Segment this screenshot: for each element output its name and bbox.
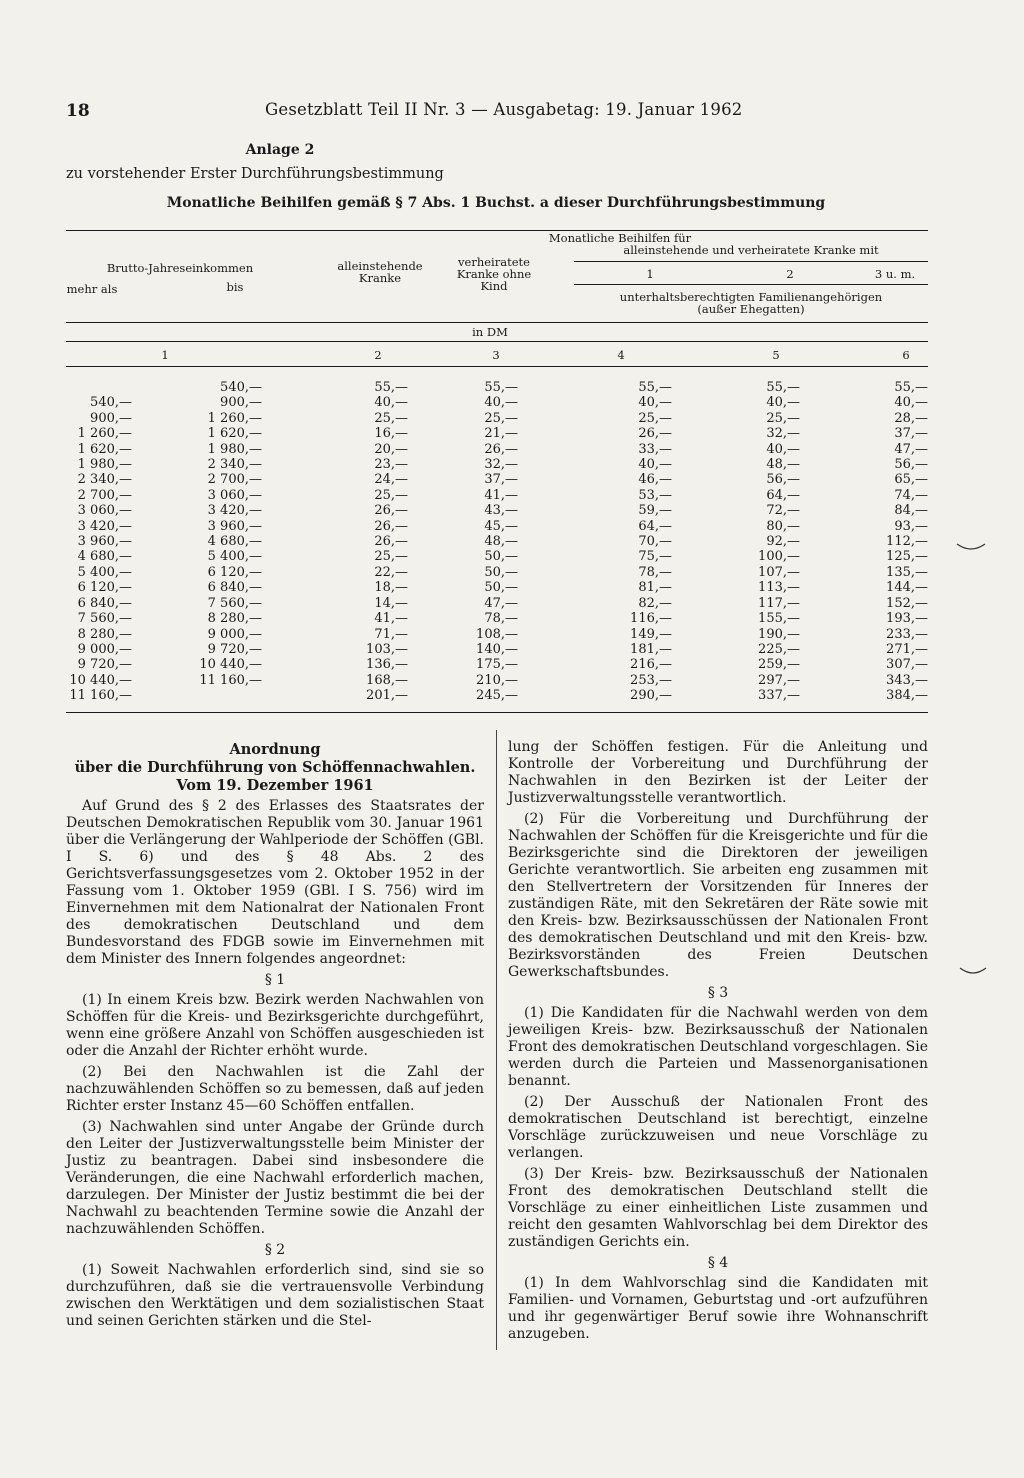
table-cell: 384,— — [886, 688, 928, 704]
table-cell: 84,— — [894, 503, 928, 519]
table-cell: 55,— — [894, 380, 928, 395]
table-cell: 80,— — [766, 518, 800, 534]
table-cell: 100,— — [758, 549, 800, 565]
table-cell: 41,— — [484, 487, 518, 503]
article-right-column — [508, 739, 928, 1347]
table-cell: 53,— — [638, 487, 672, 503]
gazette-header: Gesetzblatt Teil II Nr. 3 — Ausgabetag: 19. Januar 1962 — [265, 100, 743, 119]
table-cell: 56,— — [766, 472, 800, 488]
section-4-heading: § 4 — [707, 1255, 729, 1271]
table-cell: 32,— — [484, 457, 518, 473]
table-cell: 47,— — [894, 441, 928, 457]
table-cell: 26,— — [638, 426, 672, 442]
table-cell: 117,— — [758, 595, 800, 611]
table-cell: 46,— — [638, 472, 672, 488]
table-cell: 78,— — [638, 564, 672, 580]
table-cell: 116,— — [630, 611, 672, 627]
table-bottom-rule — [66, 712, 928, 713]
table-cell: 343,— — [886, 672, 928, 688]
table-cell: 26,— — [374, 503, 408, 519]
column-one-dependent — [600, 380, 672, 704]
table-cell: 10 440,— — [69, 672, 132, 688]
table-cell: 290,— — [630, 688, 672, 704]
table-cell: 10 440,— — [199, 657, 262, 673]
table-cell: 33,— — [638, 441, 672, 457]
table-cell: 900,— — [90, 410, 132, 426]
table-cell: 540,— — [220, 380, 262, 395]
unit-bottom-rule — [66, 341, 928, 342]
table-cell: 64,— — [638, 518, 672, 534]
column-number-4: 4 — [617, 348, 625, 362]
table-cell: 25,— — [374, 549, 408, 565]
table-cell: 6 120,— — [207, 564, 262, 580]
column-number-2: 2 — [374, 348, 382, 362]
annex-title: Anlage 2 — [245, 142, 315, 158]
table-cell: 92,— — [766, 534, 800, 550]
table-cell — [60, 380, 132, 395]
section-4-paragraph-1: (1) In dem Wahlvorschlag sind die Kandidaten mit Familien- und Vornamen, Geburtstag und -ort aufzuführen und ihr gegenwärtiger Beruf sowie ihre Wohnanschrift anzugeben. — [508, 1275, 928, 1342]
table-cell: 78,— — [484, 611, 518, 627]
table-cell: 152,— — [886, 595, 928, 611]
table-cell: 82,— — [638, 595, 672, 611]
table-cell: 3 060,— — [77, 503, 132, 519]
group-header-rule — [574, 261, 928, 262]
table-cell: 201,— — [366, 688, 408, 704]
table-cell: 4 680,— — [77, 549, 132, 565]
table-cell: 6 840,— — [77, 595, 132, 611]
table-cell: 3 420,— — [77, 518, 132, 534]
unit-top-rule — [66, 322, 928, 323]
table-cell: 14,— — [374, 595, 408, 611]
subheader-rule — [574, 284, 928, 285]
dependents-header-line2: (außer Ehegatten) — [697, 302, 805, 316]
unit-label: in DM — [472, 325, 508, 339]
table-cell: 48,— — [484, 534, 518, 550]
table-cell: 297,— — [758, 672, 800, 688]
table-cell: 28,— — [894, 410, 928, 426]
table-cell: 40,— — [766, 441, 800, 457]
table-cell: 50,— — [484, 580, 518, 596]
table-cell — [180, 688, 262, 703]
table-cell: 20,— — [374, 441, 408, 457]
table-cell: 3 960,— — [77, 534, 132, 550]
table-cell: 4 680,— — [207, 534, 262, 550]
table-cell: 108,— — [476, 626, 518, 642]
table-cell: 2 700,— — [77, 487, 132, 503]
group-header-line2: alleinstehende und verheiratete Kranke mit — [623, 243, 879, 257]
table-cell: 225,— — [758, 641, 800, 657]
section-1-paragraph-1: (1) In einem Kreis bzw. Bezirk werden Nachwahlen von Schöffen für die Kreis- und Bezirksgerichte durchgeführt, wenn eine größere Anzahl von Schöffen ausgeschieden ist oder die Anzahl der Richter erhöht wurde. — [66, 992, 484, 1059]
table-cell: 149,— — [630, 626, 672, 642]
table-cell: 259,— — [758, 657, 800, 673]
section-1-paragraph-2: (2) Bei den Nachwahlen ist die Zahl der nachzuwählenden Schöffen so zu bemessen, daß auf jeden Richter erster Instanz 45—60 Schöffen entfallen. — [66, 1064, 484, 1114]
table-cell: 50,— — [484, 549, 518, 565]
table-cell: 75,— — [638, 549, 672, 565]
table-cell: 5 400,— — [77, 564, 132, 580]
column-up-to — [180, 380, 262, 704]
table-cell: 175,— — [476, 657, 518, 673]
table-cell: 45,— — [484, 518, 518, 534]
table-cell: 5 400,— — [207, 549, 262, 565]
column-number-5: 5 — [772, 348, 780, 362]
subheader-3: 3 u. m. — [874, 267, 916, 281]
table-cell: 70,— — [638, 534, 672, 550]
preamble: Auf Grund des § 2 des Erlasses des Staatsrates der Deutschen Demokratischen Republik vom 30. Januar 1961 über die Verlängerung der Wahlperiode der Schöffen (GBl. I S. 6) und des § 48 Abs. 2 des Gerichtsverfassungsgesetzes vom 2. Oktober 1952 in der Fassung vom 1. Oktober 1959 (GBl. I S. 756) wird im Einvernehmen mit dem Nationalrat der Nationalen Front des demokratischen Deutschland und dem Bundesvorstand des FDGB sowie im Einvernehmen mit dem Minister des Innern folgendes angeordnet: — [66, 798, 484, 967]
table-cell: 50,— — [484, 564, 518, 580]
section-1-heading: § 1 — [264, 972, 286, 988]
table-cell: 16,— — [374, 426, 408, 442]
table-cell: 9 720,— — [77, 657, 132, 673]
table-cell: 216,— — [630, 657, 672, 673]
table-cell: 25,— — [374, 487, 408, 503]
table-cell: 103,— — [366, 641, 408, 657]
table-cell: 11 160,— — [69, 688, 132, 704]
table-cell: 55,— — [766, 380, 800, 395]
table-cell: 2 340,— — [207, 457, 262, 473]
table-cell: 7 560,— — [77, 611, 132, 627]
table-cell: 8 280,— — [207, 611, 262, 627]
table-cell: 64,— — [766, 487, 800, 503]
table-cell: 136,— — [366, 657, 408, 673]
table-cell: 1 980,— — [77, 457, 132, 473]
column-three-dependents — [852, 380, 928, 704]
table-cell: 25,— — [484, 410, 518, 426]
table-cell: 107,— — [758, 564, 800, 580]
column-divider — [496, 730, 497, 1350]
table-cell: 112,— — [886, 534, 928, 550]
table-cell: 210,— — [476, 672, 518, 688]
column-two-dependents — [726, 380, 800, 704]
table-cell: 1 260,— — [207, 410, 262, 426]
table-cell: 9 000,— — [207, 626, 262, 642]
table-cell: 40,— — [894, 395, 928, 411]
table-cell: 37,— — [484, 472, 518, 488]
table-cell: 93,— — [894, 518, 928, 534]
table-cell: 65,— — [894, 472, 928, 488]
table-cell: 900,— — [220, 395, 262, 411]
table-cell: 56,— — [894, 457, 928, 473]
section-3-paragraph-2: (2) Der Ausschuß der Nationalen Front des demokratischen Deutschland ist berechtigt, einzelne Vorschläge zurückzuweisen und neue Vorschläge zu verlangen. — [508, 1094, 928, 1161]
table-cell: 8 280,— — [77, 626, 132, 642]
subheader-1: 1 — [646, 267, 654, 281]
table-cell: 3 960,— — [207, 518, 262, 534]
table-cell: 72,— — [766, 503, 800, 519]
table-cell: 48,— — [766, 457, 800, 473]
table-cell: 55,— — [638, 380, 672, 395]
table-cell: 190,— — [758, 626, 800, 642]
margin-mark-1 — [955, 540, 987, 554]
table-cell: 233,— — [886, 626, 928, 642]
column-married-no-child — [450, 380, 518, 704]
table-cell: 6 120,— — [77, 580, 132, 596]
table-cell: 9 000,— — [77, 641, 132, 657]
table-cell: 81,— — [638, 580, 672, 596]
section-2-paragraph-1-end: lung der Schöffen festigen. Für die Anleitung und Kontrolle der Vorbereitung und Durchführung der Nachwahlen in den Bezirken ist der Leiter der Justizverwaltungsstelle verantwortlich. — [508, 739, 928, 806]
section-2-paragraph-2: (2) Für die Vorbereitung und Durchführung der Nachwahlen der Schöffen für die Kreisgerichte und für die Bezirksgerichte sind die Direktoren der jeweiligen Gerichte verantwortlich. Sie arbeiten eng zusammen mit den Stellvertretern der Vorsitzenden für Inneres der zuständigen Räte, mit den Sekretären der Räte sowie mit den Kreis- bzw. Bezirksausschüssen der Nationalen Front des demokratischen Deutschland und mit den Kreis- bzw. Bezirksvorständen des Freien Deutschen Gewerkschaftsbundes. — [508, 811, 928, 980]
table-cell: 22,— — [374, 564, 408, 580]
table-cell: 40,— — [766, 395, 800, 411]
table-cell: 113,— — [758, 580, 800, 596]
table-cell: 271,— — [886, 641, 928, 657]
group-header-line1: Monatliche Beihilfen für — [548, 231, 692, 245]
table-cell: 307,— — [886, 657, 928, 673]
table-cell: 47,— — [484, 595, 518, 611]
table-cell: 40,— — [638, 395, 672, 411]
table-cell: 2 340,— — [77, 472, 132, 488]
table-top-rule — [66, 230, 928, 231]
table-cell: 71,— — [374, 626, 408, 642]
table-cell: 140,— — [476, 641, 518, 657]
column-number-3: 3 — [492, 348, 500, 362]
table-cell: 23,— — [374, 457, 408, 473]
table-cell: 144,— — [886, 580, 928, 596]
table-cell: 26,— — [374, 518, 408, 534]
table-cell: 32,— — [766, 426, 800, 442]
table-cell: 40,— — [638, 457, 672, 473]
section-3-paragraph-3: (3) Der Kreis- bzw. Bezirksausschuß der Nationalen Front des demokratischen Deutschland stellt die Vorschläge zu einer einheitlichen Liste zusammen und reicht den gesamten Wahlvorschlag bei dem Direktor des zuständigen Gerichts ein. — [508, 1166, 928, 1250]
table-cell: 59,— — [638, 503, 672, 519]
table-cell: 245,— — [476, 688, 518, 704]
table-cell: 21,— — [484, 426, 518, 442]
column-number-6: 6 — [902, 348, 910, 362]
table-cell: 1 260,— — [77, 426, 132, 442]
column-number-1: 1 — [161, 348, 169, 362]
subheader-2: 2 — [786, 267, 794, 281]
table-cell: 181,— — [630, 641, 672, 657]
margin-mark-2 — [958, 964, 988, 978]
up-to-header: bis — [226, 280, 244, 294]
table-cell: 41,— — [374, 611, 408, 627]
annex-subtitle: zu vorstehender Erster Durchführungsbestimmung — [66, 166, 444, 182]
section-2-heading: § 2 — [264, 1242, 286, 1258]
ordinance-subject: über die Durchführung von Schöffennachwahlen. — [74, 759, 476, 776]
income-header: Brutto-Jahreseinkommen — [106, 261, 254, 275]
table-cell: 1 620,— — [77, 441, 132, 457]
table-cell: 135,— — [886, 564, 928, 580]
table-cell: 37,— — [894, 426, 928, 442]
ordinance-heading: Anordnung — [229, 741, 321, 758]
table-cell: 55,— — [484, 380, 518, 395]
table-cell: 40,— — [484, 395, 518, 411]
table-cell: 11 160,— — [199, 672, 262, 688]
table-cell: 6 840,— — [207, 580, 262, 596]
table-cell: 193,— — [886, 611, 928, 627]
table-cell: 40,— — [374, 395, 408, 411]
table-title: Monatliche Beihilfen gemäß § 7 Abs. 1 Buchst. a dieser Durchführungsbestimmung — [166, 195, 826, 211]
section-3-heading: § 3 — [707, 985, 729, 1001]
table-cell: 3 420,— — [207, 503, 262, 519]
table-cell: 540,— — [90, 395, 132, 411]
table-cell: 168,— — [366, 672, 408, 688]
table-cell: 3 060,— — [207, 487, 262, 503]
table-cell: 1 620,— — [207, 426, 262, 442]
table-cell: 55,— — [374, 380, 408, 395]
table-cell: 24,— — [374, 472, 408, 488]
table-cell: 26,— — [374, 534, 408, 550]
single-patients-header: alleinstehende Kranke — [337, 259, 423, 285]
table-cell: 43,— — [484, 503, 518, 519]
table-cell: 25,— — [766, 410, 800, 426]
more-than-header: mehr als — [66, 282, 118, 296]
page-number: 18 — [66, 101, 90, 121]
column-more-than — [60, 380, 132, 704]
section-3-paragraph-1: (1) Die Kandidaten für die Nachwahl werden von dem jeweiligen Kreis- bzw. Bezirksausschuß der Nationalen Front des demokratischen Deutschland vorgeschlagen. Sie werden durch die Parteien und Massenorganisationen benannt. — [508, 1005, 928, 1089]
table-cell: 74,— — [894, 487, 928, 503]
column-single-patients — [340, 380, 408, 704]
section-2-paragraph-1-start: (1) Soweit Nachwahlen erforderlich sind, sind sie so durchzuführen, daß sie die vertrauensvolle Verbindung zwischen den Werktätigen und dem sozialistischen Staat und seinen Gerichten stärken und die Stel- — [66, 1262, 484, 1329]
table-cell: 25,— — [638, 410, 672, 426]
table-cell: 25,— — [374, 410, 408, 426]
table-cell: 1 980,— — [207, 441, 262, 457]
ordinance-date: Vom 19. Dezember 1961 — [176, 777, 374, 794]
table-cell: 2 700,— — [207, 472, 262, 488]
dependents-header-line1: unterhaltsberechtigten Familienangehörigen — [619, 290, 883, 304]
colnum-rule — [66, 366, 928, 367]
article-left-column — [66, 741, 484, 1334]
table-cell: 18,— — [374, 580, 408, 596]
table-cell: 7 560,— — [207, 595, 262, 611]
table-cell: 337,— — [758, 688, 800, 704]
married-patients-header: verheiratete Kranke ohne Kind — [456, 255, 532, 293]
table-cell: 253,— — [630, 672, 672, 688]
table-cell: 9 720,— — [207, 641, 262, 657]
table-cell: 125,— — [886, 549, 928, 565]
table-cell: 26,— — [484, 441, 518, 457]
section-1-paragraph-3: (3) Nachwahlen sind unter Angabe der Gründe durch den Leiter der Justizverwaltungsstelle beim Minister der Justiz zu beantragen. Dabei sind insbesondere die Veränderungen, die eine Nachwahl erforderlich machen, darzulegen. Der Minister der Justiz bestimmt die bei der Nachwahl zu beachtenden Termine sowie die Anzahl der nachzuwählenden Schöffen. — [66, 1119, 484, 1237]
table-cell: 155,— — [758, 611, 800, 627]
